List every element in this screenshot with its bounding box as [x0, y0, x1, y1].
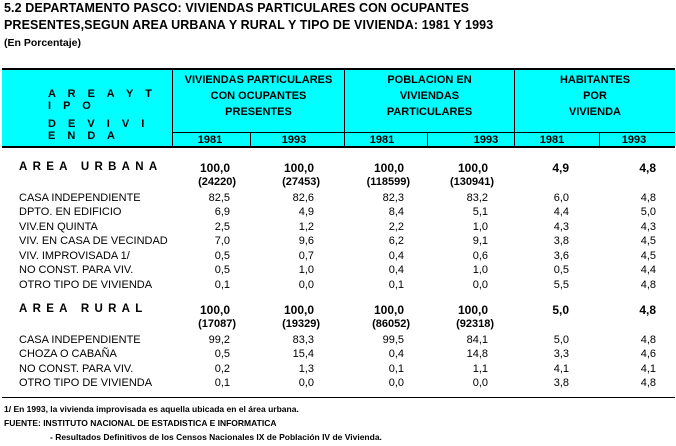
- year-header: 1981: [369, 134, 395, 146]
- year-header: 1981: [539, 134, 565, 146]
- header-habitantes: HABITANTES POR VIVIENDA: [559, 74, 631, 118]
- year-divider: [427, 132, 428, 148]
- year-header: 1981: [197, 134, 223, 146]
- count-row-urbana: (24220) (27453) (118599) (130941): [198, 176, 494, 188]
- source-detail: - Resultados Definitivos de los Censos Nacionales IX de Población IV de Vivienda.: [50, 432, 382, 442]
- table-row: CASA INDEPENDIENTE 82,5 82,6 82,3 83,2 6,0 4,8: [19, 192, 656, 204]
- area-header-line2: D E V I V I E N D A: [48, 118, 149, 142]
- year-divider: [250, 132, 251, 148]
- year-header: 1993: [281, 134, 307, 146]
- table-row: OTRO TIPO DE VIVIENDA 0,1 0,0 0,1 0,0 5,5 4,8: [19, 279, 656, 291]
- table-row: OTRO TIPO DE VIVIENDA 0,1 0,0 0,0 0,0 3,8 4,8: [19, 377, 656, 389]
- year-row-line: [172, 132, 675, 133]
- section-row-urbana: AREA URBANA 100,0 100,0 100,0 100,0 4,9 4,8: [19, 161, 656, 175]
- table-row: NO CONST. PARA VIV. 0,2 1,3 0,1 1,1 4,1 4,1: [19, 363, 656, 375]
- area-header-line1: A R E A Y T I P O: [48, 88, 157, 112]
- table-bottom-rule: [2, 397, 675, 398]
- unit-note: (En Porcentaje): [4, 37, 82, 49]
- header-viviendas: VIVIENDAS PARTICULARES CON OCUPANTES PRESENTES: [184, 74, 333, 118]
- count-row-rural: (17087) (19329) (86052) (92318): [198, 318, 494, 330]
- header-poblacion: POBLACION EN VIVIENDAS PARTICULARES: [386, 74, 473, 118]
- page-title-line1: 5.2 DEPARTAMENTO PASCO: VIVIENDAS PARTICULARES CON OCUPANTES: [4, 1, 470, 15]
- table-row: VIV.EN QUINTA 2,5 1,2 2,2 1,0 4,3 4,3: [19, 221, 656, 233]
- section-row-rural: AREA RURAL 100,0 100,0 100,0 100,0 5,0 4,8: [19, 303, 656, 317]
- table-row: CHOZA O CABAÑA 0,5 15,4 0,4 14,8 3,3 4,6: [19, 348, 656, 360]
- year-header: 1993: [621, 134, 647, 146]
- section-label: AREA RURAL: [19, 303, 148, 315]
- table-row: VIV. IMPROVISADA 1/ 0,5 0,7 0,4 0,6 3,6 4,5: [19, 250, 656, 262]
- table-row: VIV. EN CASA DE VECINDAD 7,0 9,6 6,2 9,1 3,8 4,5: [19, 235, 656, 247]
- table-row: NO CONST. PARA VIV. 0,5 1,0 0,4 1,0 0,5 4,4: [19, 264, 656, 276]
- table-row: DPTO. EN EDIFICIO 6,9 4,9 8,4 5,1 4,4 5,0: [19, 206, 656, 218]
- table-header: [2, 68, 675, 148]
- footnote: 1/ En 1993, la vivienda improvisada es aquella ubicada en el área urbana.: [4, 404, 299, 414]
- year-header: 1993: [473, 134, 499, 146]
- table-row: CASA INDEPENDIENTE 99,2 83,3 99,5 84,1 5,0 4,8: [19, 334, 656, 346]
- section-label: AREA URBANA: [19, 161, 163, 173]
- page-title-line2: PRESENTES,SEGUN AREA URBANA Y RURAL Y TIPO DE VIVIENDA: 1981 Y 1993: [4, 18, 494, 32]
- year-divider: [599, 132, 600, 148]
- source-line: FUENTE: INSTITUTO NACIONAL DE ESTADISTICA E INFORMATICA: [4, 418, 277, 428]
